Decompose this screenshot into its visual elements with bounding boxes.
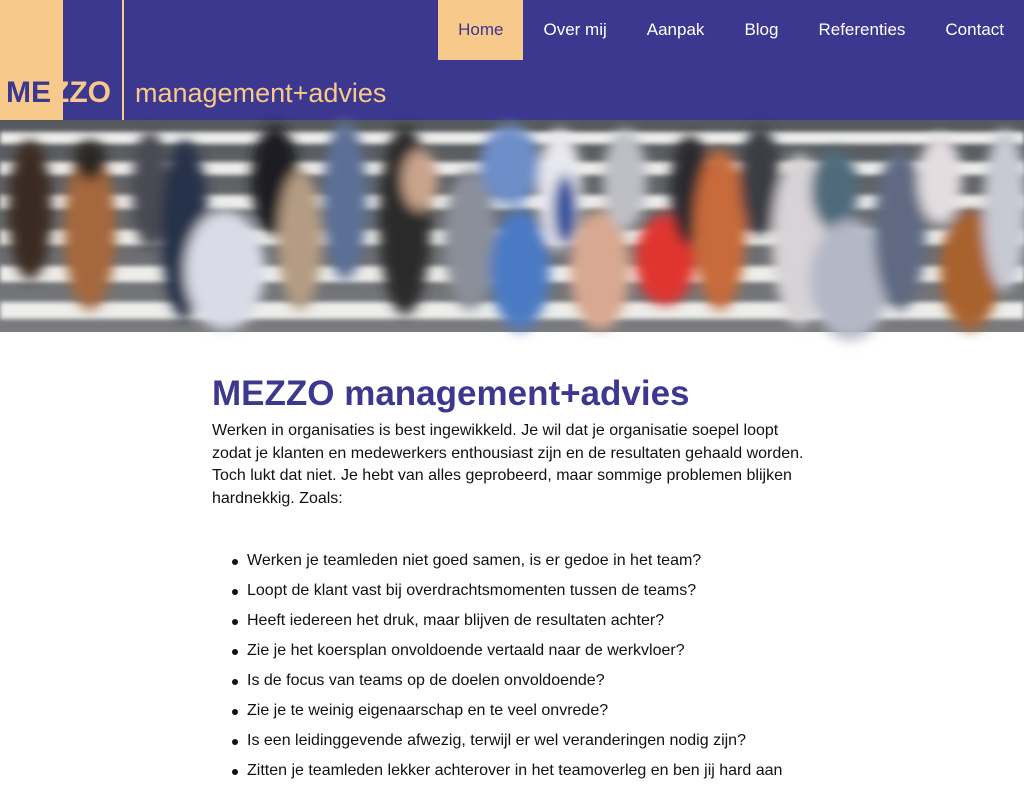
logo[interactable] xyxy=(6,76,111,110)
problem-list xyxy=(212,546,812,786)
nav-item-home[interactable]: Home xyxy=(438,0,523,60)
list-item: Is een leidinggevende afwezig, terwijl er wel veranderingen nodig zijn? xyxy=(230,726,812,756)
nav-item-referenties[interactable]: Referenties xyxy=(818,20,906,39)
intro-paragraph: Werken in organisaties is best ingewikkeld. Je wil dat je organisatie soepel loopt zodat je klanten en medewerkers enthousiast zijn en de resultaten gehaald worden. Toch lukt dat niet. Je hebt van alles geprobeerd, maar sommige problemen blijken hardnekkig. Zoals: xyxy=(212,422,804,507)
logo-text-rest: ZZO xyxy=(51,76,111,109)
nav-item-aanpak[interactable]: Aanpak xyxy=(646,20,705,39)
main-content xyxy=(212,372,812,786)
logo-tagline: management+advies xyxy=(135,78,387,108)
nav-item-blog[interactable]: Blog xyxy=(744,20,779,39)
list-item: Werken je teamleden niet goed samen, is er gedoe in het team? xyxy=(230,546,812,576)
list-item: Is de focus van teams op de doelen onvoldoende? xyxy=(230,666,812,696)
nav-item-contact[interactable]: Contact xyxy=(945,20,1004,39)
crowd-crossing-photo xyxy=(0,120,1024,332)
logo-text-first: ME xyxy=(6,76,51,109)
page-title: MEZZO management+advies xyxy=(212,374,690,413)
main-nav xyxy=(438,0,1024,60)
site-header xyxy=(0,0,1024,120)
nav-item-over-mij[interactable]: Over mij xyxy=(543,20,607,39)
list-item: Loopt de klant vast bij overdrachtsmomenten tussen de teams? xyxy=(230,576,812,606)
hero-image xyxy=(0,120,1024,332)
list-item: Zie je het koersplan onvoldoende vertaald naar de werkvloer? xyxy=(230,636,812,666)
logo-divider xyxy=(122,0,124,120)
list-item: Heeft iedereen het druk, maar blijven de resultaten achter? xyxy=(230,606,812,636)
list-item: Zitten je teamleden lekker achterover in het teamoverleg en ben jij hard aan xyxy=(230,756,812,786)
list-item: Zie je te weinig eigenaarschap en te veel onvrede? xyxy=(230,696,812,726)
